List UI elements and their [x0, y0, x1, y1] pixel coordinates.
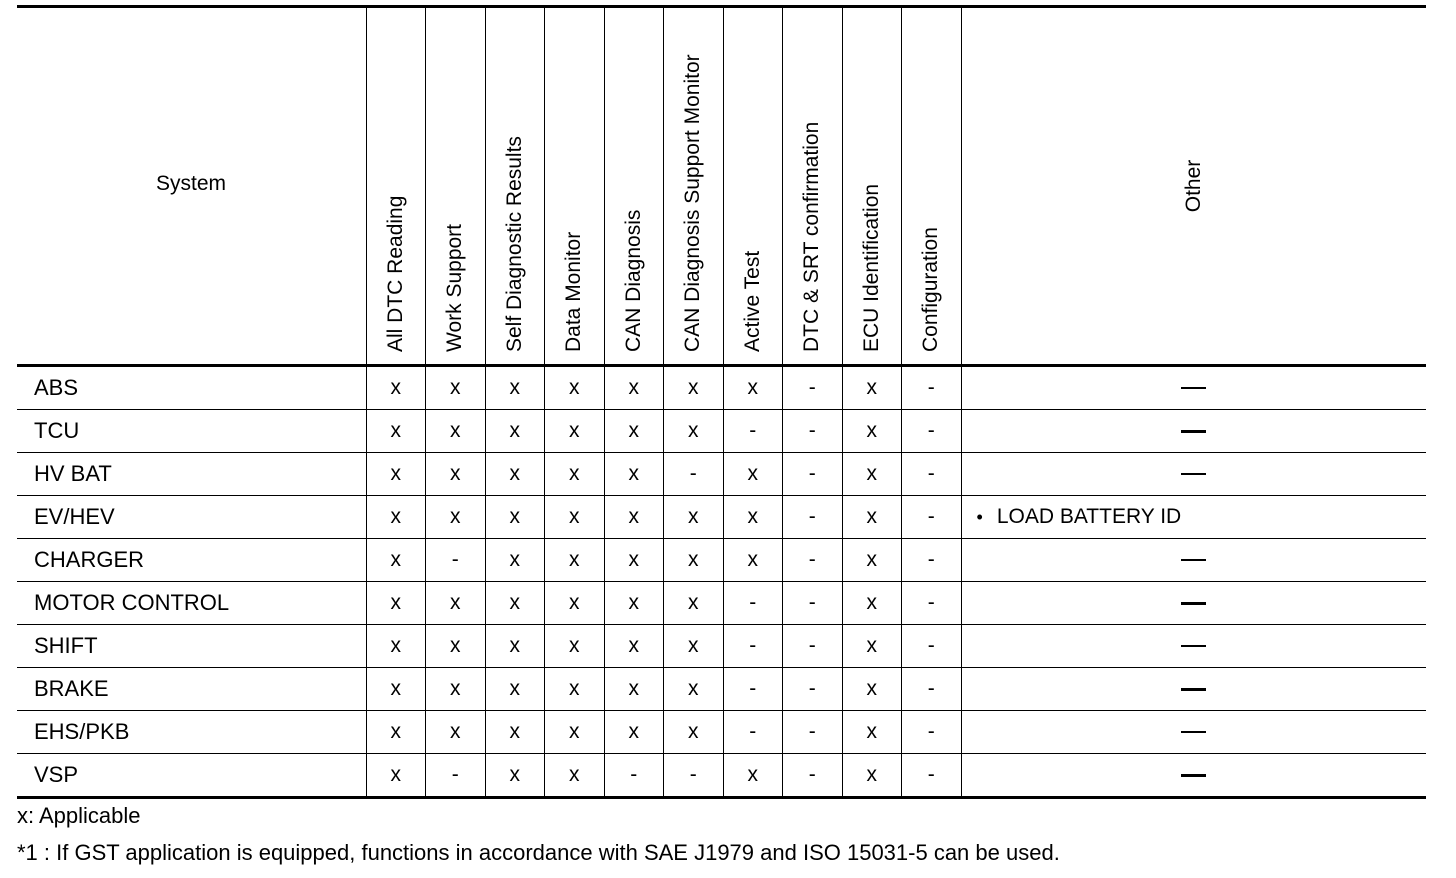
- function-cell: x: [426, 582, 486, 625]
- function-cell: -: [664, 453, 724, 496]
- function-cell: -: [723, 668, 783, 711]
- system-name-cell: HV BAT: [17, 453, 366, 496]
- function-cell: x: [604, 711, 664, 754]
- function-cell: x: [604, 625, 664, 668]
- other-header-label: Other: [1181, 159, 1205, 213]
- system-name-cell: VSP: [17, 754, 366, 798]
- function-cell: x: [842, 582, 902, 625]
- function-cell: x: [664, 539, 724, 582]
- other-cell: [961, 668, 1426, 711]
- other-cell: [961, 410, 1426, 453]
- function-cell: x: [366, 453, 426, 496]
- function-cell: x: [723, 366, 783, 410]
- function-cell: x: [426, 366, 486, 410]
- other-cell: [961, 366, 1426, 410]
- function-cell: x: [485, 625, 545, 668]
- function-cell: x: [426, 668, 486, 711]
- function-cell: -: [664, 754, 724, 798]
- other-cell: [961, 754, 1426, 798]
- function-cell: x: [485, 711, 545, 754]
- table-row: [17, 582, 1426, 625]
- column-header-label: Work Support: [443, 224, 467, 352]
- column-header-label: Configuration: [919, 227, 943, 352]
- function-cell: x: [723, 539, 783, 582]
- function-cell: -: [783, 711, 843, 754]
- system-name-cell: SHIFT: [17, 625, 366, 668]
- function-cell: x: [485, 366, 545, 410]
- function-cell: x: [545, 496, 605, 539]
- column-header-label: Active Test: [740, 250, 764, 352]
- function-cell: -: [723, 711, 783, 754]
- function-cell: -: [902, 366, 962, 410]
- other-cell: [961, 582, 1426, 625]
- function-cell: x: [366, 410, 426, 453]
- system-name-cell: CHARGER: [17, 539, 366, 582]
- function-cell: -: [723, 410, 783, 453]
- function-cell: x: [604, 453, 664, 496]
- column-header-label: CAN Diagnosis: [621, 209, 645, 352]
- other-column-header: [961, 7, 1426, 366]
- table-body: [17, 366, 1426, 798]
- function-cell: -: [783, 496, 843, 539]
- footnote-1: *1 : If GST application is equipped, functions in accordance with SAE J1979 and ISO 15031-5 can be used.: [17, 840, 1060, 865]
- column-header: [664, 7, 724, 366]
- other-cell: [961, 711, 1426, 754]
- column-header: [604, 7, 664, 366]
- column-header-label: DTC & SRT confirmation: [800, 121, 824, 352]
- table-row: [17, 496, 1426, 539]
- em-dash-mark: [1181, 473, 1206, 475]
- system-header-label: System: [156, 172, 227, 195]
- table-row: [17, 366, 1426, 410]
- function-cell: x: [842, 366, 902, 410]
- function-cell: x: [485, 453, 545, 496]
- function-cell: x: [366, 754, 426, 798]
- table-row: [17, 453, 1426, 496]
- function-cell: x: [604, 539, 664, 582]
- function-cell: x: [604, 366, 664, 410]
- column-header-label: Data Monitor: [562, 231, 586, 352]
- function-cell: x: [545, 668, 605, 711]
- function-cell: x: [664, 625, 724, 668]
- function-cell: x: [842, 711, 902, 754]
- system-name-cell: BRAKE: [17, 668, 366, 711]
- function-cell: x: [842, 668, 902, 711]
- function-cell: x: [545, 625, 605, 668]
- other-cell: [961, 625, 1426, 668]
- function-cell: x: [842, 410, 902, 453]
- function-cell: -: [902, 754, 962, 798]
- column-header: [426, 7, 486, 366]
- function-cell: x: [545, 711, 605, 754]
- system-name-cell: TCU: [17, 410, 366, 453]
- system-name-cell: MOTOR CONTROL: [17, 582, 366, 625]
- function-cell: -: [902, 582, 962, 625]
- table-row: [17, 625, 1426, 668]
- column-header-label: ECU Identification: [859, 183, 883, 352]
- column-header: [842, 7, 902, 366]
- bullet-icon: •: [976, 507, 983, 527]
- column-header: [902, 7, 962, 366]
- column-header-label: Self Diagnostic Results: [502, 136, 526, 352]
- function-cell: x: [485, 496, 545, 539]
- table-row: [17, 539, 1426, 582]
- function-cell: x: [366, 496, 426, 539]
- em-dash-mark: [1181, 688, 1206, 691]
- function-cell: x: [485, 539, 545, 582]
- function-cell: x: [604, 410, 664, 453]
- function-cell: -: [783, 582, 843, 625]
- system-name-cell: ABS: [34, 375, 79, 400]
- function-cell: -: [902, 668, 962, 711]
- function-cell: x: [664, 582, 724, 625]
- system-name-cell: EHS/PKB: [17, 711, 366, 754]
- function-cell: x: [545, 754, 605, 798]
- table-row: [17, 754, 1426, 798]
- function-table-container: [17, 5, 1426, 799]
- column-header: [366, 7, 426, 366]
- em-dash-mark: [1181, 774, 1206, 777]
- function-cell: x: [545, 539, 605, 582]
- function-cell: -: [902, 539, 962, 582]
- column-header: [545, 7, 605, 366]
- system-name-cell: EV/HEV: [17, 496, 366, 539]
- function-cell: x: [366, 711, 426, 754]
- column-header: [723, 7, 783, 366]
- function-cell: x: [842, 754, 902, 798]
- function-cell: x: [545, 366, 605, 410]
- function-cell: x: [426, 496, 486, 539]
- function-cell: x: [664, 668, 724, 711]
- table-header-row: [17, 7, 1426, 366]
- function-cell: x: [604, 582, 664, 625]
- other-cell: [961, 453, 1426, 496]
- em-dash-mark: [1181, 430, 1206, 433]
- function-cell: -: [783, 453, 843, 496]
- function-cell: -: [902, 625, 962, 668]
- em-dash-mark: [1181, 602, 1206, 605]
- function-cell: x: [485, 754, 545, 798]
- other-text: LOAD BATTERY ID: [996, 505, 1182, 528]
- function-cell: -: [783, 410, 843, 453]
- function-cell: x: [842, 625, 902, 668]
- other-cell: [961, 496, 1426, 539]
- function-cell: x: [664, 366, 724, 410]
- function-cell: -: [902, 453, 962, 496]
- function-cell: x: [366, 668, 426, 711]
- function-cell: x: [604, 496, 664, 539]
- function-cell: x: [723, 754, 783, 798]
- function-cell: -: [723, 625, 783, 668]
- table-row: [17, 711, 1426, 754]
- function-cell: -: [783, 668, 843, 711]
- table-row: [17, 410, 1426, 453]
- function-cell: -: [902, 711, 962, 754]
- function-cell: x: [664, 410, 724, 453]
- function-cell: x: [723, 496, 783, 539]
- function-cell: x: [485, 668, 545, 711]
- function-cell: x: [842, 496, 902, 539]
- system-function-table: [17, 5, 1426, 799]
- column-header-label: CAN Diagnosis Support Monitor: [681, 54, 705, 352]
- column-header-label: All DTC Reading: [383, 195, 407, 352]
- function-cell: -: [783, 539, 843, 582]
- em-dash-mark: [1181, 387, 1206, 389]
- column-header: [485, 7, 545, 366]
- function-cell: x: [426, 453, 486, 496]
- function-cell: -: [604, 754, 664, 798]
- function-cell: -: [783, 366, 843, 410]
- function-cell: x: [426, 711, 486, 754]
- function-cell: x: [723, 453, 783, 496]
- function-cell: x: [545, 582, 605, 625]
- function-cell: x: [366, 625, 426, 668]
- other-cell: [961, 539, 1426, 582]
- function-cell: -: [723, 582, 783, 625]
- table-row: [17, 668, 1426, 711]
- function-cell: -: [902, 410, 962, 453]
- em-dash-mark: [1181, 731, 1206, 733]
- function-cell: x: [842, 539, 902, 582]
- function-cell: x: [545, 410, 605, 453]
- function-cell: x: [366, 582, 426, 625]
- system-column-header: [17, 7, 366, 366]
- function-cell: x: [604, 668, 664, 711]
- column-header: [783, 7, 843, 366]
- function-cell: x: [485, 582, 545, 625]
- em-dash-mark: [1181, 559, 1206, 561]
- function-cell: x: [664, 711, 724, 754]
- function-cell: -: [783, 754, 843, 798]
- function-cell: x: [366, 539, 426, 582]
- legend-note: x: Applicable: [17, 803, 141, 828]
- function-cell: x: [426, 625, 486, 668]
- function-cell: x: [366, 366, 426, 410]
- function-cell: x: [664, 496, 724, 539]
- function-cell: x: [545, 453, 605, 496]
- em-dash-mark: [1181, 645, 1206, 647]
- function-cell: x: [426, 410, 486, 453]
- function-cell: x: [485, 410, 545, 453]
- function-cell: x: [842, 453, 902, 496]
- function-cell: -: [783, 625, 843, 668]
- function-cell: -: [426, 754, 486, 798]
- function-cell: -: [902, 496, 962, 539]
- function-cell: -: [426, 539, 486, 582]
